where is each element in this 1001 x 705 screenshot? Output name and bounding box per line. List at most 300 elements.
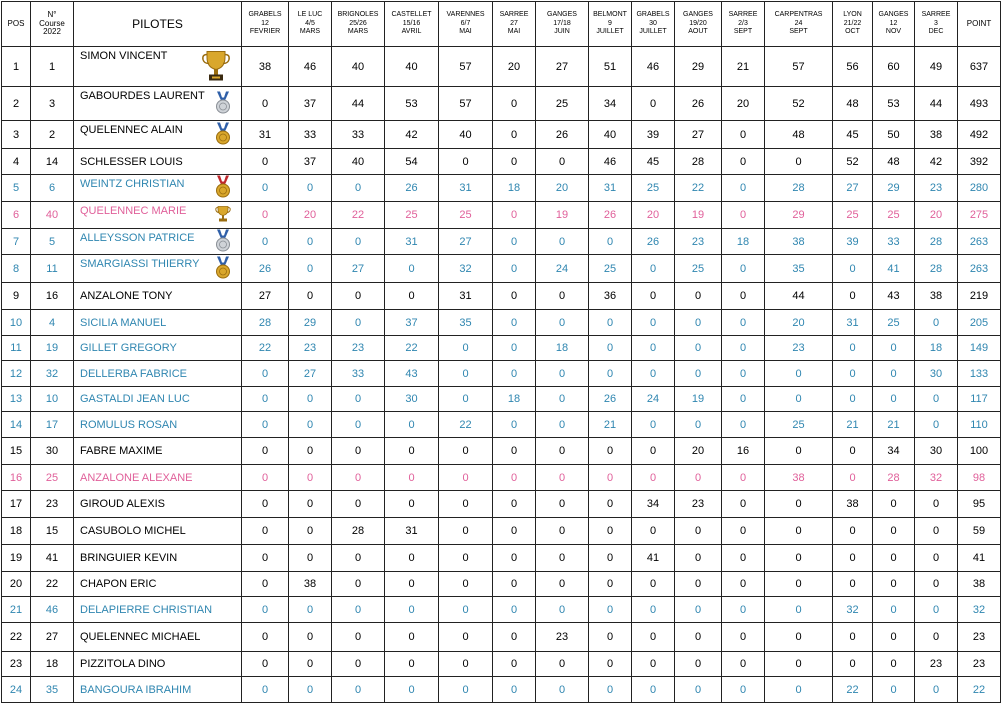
score-cell: 0	[675, 572, 722, 597]
score-cell: 29	[873, 175, 915, 202]
score-cell: 27	[242, 283, 289, 310]
score-cell: 0	[632, 677, 675, 703]
score-cell: 43	[385, 361, 439, 387]
score-cell: 21	[873, 412, 915, 438]
score-cell: 0	[722, 175, 765, 202]
score-cell: 0	[439, 361, 493, 387]
score-cell: 40	[332, 47, 385, 87]
score-cell: 33	[332, 361, 385, 387]
score-cell: 0	[493, 545, 536, 572]
course-number-cell: 40	[31, 202, 74, 229]
score-cell: 54	[385, 149, 439, 175]
course-number-cell: 2	[31, 121, 74, 149]
score-cell: 0	[385, 465, 439, 491]
score-cell: 31	[385, 518, 439, 545]
score-cell: 0	[385, 677, 439, 703]
score-cell: 26	[675, 87, 722, 121]
score-cell: 0	[589, 572, 632, 597]
course-number-cell: 30	[31, 438, 74, 465]
header-pos: POS	[2, 2, 31, 47]
score-cell: 0	[332, 491, 385, 518]
score-cell: 0	[632, 465, 675, 491]
score-cell: 0	[439, 623, 493, 652]
position-cell: 2	[2, 87, 31, 121]
score-cell: 0	[722, 545, 765, 572]
total-points-cell: 133	[958, 361, 1001, 387]
score-cell: 0	[439, 387, 493, 412]
score-cell: 20	[536, 175, 589, 202]
score-cell: 0	[632, 597, 675, 623]
score-cell: 0	[765, 361, 833, 387]
pilot-cell	[74, 677, 242, 703]
score-cell: 29	[289, 310, 332, 336]
score-cell: 23	[915, 175, 958, 202]
pilot-name: GILLET GREGORY	[80, 342, 177, 354]
score-cell: 25	[873, 202, 915, 229]
score-cell: 0	[289, 255, 332, 283]
score-cell: 0	[589, 518, 632, 545]
score-cell: 0	[289, 597, 332, 623]
score-cell: 26	[589, 202, 632, 229]
score-cell: 0	[675, 361, 722, 387]
score-cell: 0	[439, 149, 493, 175]
header-race-3: BRIGNOLES 25/26 MARS	[332, 2, 385, 47]
header-race-9: GRABELS 30 JUILLET	[632, 2, 675, 47]
score-cell: 0	[493, 310, 536, 336]
score-cell: 0	[493, 438, 536, 465]
pilot-cell	[74, 652, 242, 677]
score-cell: 0	[873, 336, 915, 361]
score-cell: 0	[873, 518, 915, 545]
score-cell: 0	[873, 491, 915, 518]
position-cell: 17	[2, 491, 31, 518]
score-cell: 0	[289, 175, 332, 202]
score-cell: 26	[589, 387, 632, 412]
score-cell: 0	[332, 175, 385, 202]
score-cell: 0	[873, 572, 915, 597]
position-cell: 14	[2, 412, 31, 438]
score-cell: 0	[915, 597, 958, 623]
score-cell: 46	[632, 47, 675, 87]
score-cell: 27	[332, 255, 385, 283]
position-cell: 21	[2, 597, 31, 623]
score-cell: 0	[675, 310, 722, 336]
score-cell: 20	[632, 202, 675, 229]
score-cell: 22	[385, 336, 439, 361]
pilot-name: SMARGIASSI THIERRY	[80, 258, 200, 270]
score-cell: 23	[332, 336, 385, 361]
pilot-cell	[74, 283, 242, 310]
table-row	[2, 229, 1001, 255]
score-cell: 0	[493, 465, 536, 491]
score-cell: 30	[915, 361, 958, 387]
score-cell: 0	[242, 465, 289, 491]
score-cell: 0	[332, 310, 385, 336]
course-number-cell: 35	[31, 677, 74, 703]
score-cell: 57	[765, 47, 833, 87]
score-cell: 44	[915, 87, 958, 121]
score-cell: 53	[385, 87, 439, 121]
score-cell: 0	[915, 412, 958, 438]
header-race-5: VARENNES 6/7 MAI	[439, 2, 493, 47]
score-cell: 0	[632, 623, 675, 652]
header-race-8: BELMONT 9 JUILLET	[589, 2, 632, 47]
table-row	[2, 491, 1001, 518]
header-race-2: LE LUC 4/5 MARS	[289, 2, 332, 47]
score-cell: 0	[289, 283, 332, 310]
score-cell: 0	[536, 229, 589, 255]
score-cell: 0	[439, 597, 493, 623]
score-cell: 56	[833, 47, 873, 87]
table-row	[2, 597, 1001, 623]
course-number-cell: 6	[31, 175, 74, 202]
score-cell: 32	[833, 597, 873, 623]
score-cell: 0	[589, 545, 632, 572]
score-cell: 0	[536, 518, 589, 545]
pilot-name: WEINTZ CHRISTIAN	[80, 178, 185, 190]
header-race-7: GANGES 17/18 JUIN	[536, 2, 589, 47]
score-cell: 0	[332, 438, 385, 465]
score-cell: 0	[242, 572, 289, 597]
course-number-cell: 11	[31, 255, 74, 283]
score-cell: 48	[765, 121, 833, 149]
score-cell: 21	[833, 412, 873, 438]
header-course-line2: Course	[39, 18, 65, 28]
score-cell: 0	[439, 438, 493, 465]
total-points-cell: 392	[958, 149, 1001, 175]
score-cell: 0	[289, 412, 332, 438]
score-cell: 0	[289, 465, 332, 491]
score-cell: 0	[242, 677, 289, 703]
score-cell: 0	[289, 491, 332, 518]
score-cell: 48	[873, 149, 915, 175]
pilot-cell	[74, 438, 242, 465]
course-number-cell: 10	[31, 387, 74, 412]
score-cell: 0	[722, 255, 765, 283]
position-cell: 15	[2, 438, 31, 465]
course-number-cell: 18	[31, 652, 74, 677]
score-cell: 0	[536, 310, 589, 336]
score-cell: 0	[242, 518, 289, 545]
pilot-name: ROMULUS ROSAN	[80, 418, 178, 431]
score-cell: 35	[439, 310, 493, 336]
score-cell: 0	[439, 572, 493, 597]
score-cell: 41	[632, 545, 675, 572]
position-cell: 10	[2, 310, 31, 336]
score-cell: 33	[873, 229, 915, 255]
score-cell: 0	[289, 229, 332, 255]
pilot-cell	[74, 229, 242, 255]
pilot-cell	[74, 387, 242, 412]
pilot-name: GABOURDES LAURENT	[80, 90, 205, 102]
table-row	[2, 121, 1001, 149]
score-cell: 38	[765, 229, 833, 255]
pilot-name: BANGOURA IBRAHIM	[80, 683, 192, 696]
score-cell: 28	[765, 175, 833, 202]
score-cell: 35	[765, 255, 833, 283]
score-cell: 40	[385, 47, 439, 87]
score-cell: 26	[632, 229, 675, 255]
silver-medal-icon	[215, 90, 231, 117]
table-row	[2, 361, 1001, 387]
score-cell: 0	[632, 87, 675, 121]
score-cell: 0	[242, 149, 289, 175]
score-cell: 40	[439, 121, 493, 149]
pilot-cell	[74, 465, 242, 491]
score-cell: 0	[722, 412, 765, 438]
header-pilotes: PILOTES	[74, 2, 242, 47]
score-cell: 0	[722, 149, 765, 175]
score-cell: 28	[675, 149, 722, 175]
course-number-cell: 32	[31, 361, 74, 387]
score-cell: 31	[242, 121, 289, 149]
score-cell: 37	[385, 310, 439, 336]
score-cell: 0	[493, 361, 536, 387]
score-cell: 0	[493, 652, 536, 677]
score-cell: 0	[632, 438, 675, 465]
score-cell: 0	[439, 491, 493, 518]
score-cell: 20	[493, 47, 536, 87]
score-cell: 0	[765, 545, 833, 572]
score-cell: 0	[589, 652, 632, 677]
score-cell: 0	[833, 438, 873, 465]
score-cell: 0	[289, 652, 332, 677]
score-cell: 0	[493, 677, 536, 703]
header-course-line1: N°	[47, 10, 57, 20]
score-cell: 38	[915, 121, 958, 149]
total-points-cell: 117	[958, 387, 1001, 412]
score-cell: 0	[242, 202, 289, 229]
score-cell: 0	[873, 677, 915, 703]
score-cell: 0	[765, 387, 833, 412]
score-cell: 0	[722, 310, 765, 336]
score-cell: 0	[722, 202, 765, 229]
pilot-cell	[74, 597, 242, 623]
score-cell: 0	[589, 597, 632, 623]
score-cell: 57	[439, 87, 493, 121]
score-cell: 0	[536, 361, 589, 387]
total-points-cell: 23	[958, 623, 1001, 652]
score-cell: 0	[493, 149, 536, 175]
score-cell: 0	[765, 149, 833, 175]
header-race-11: SARREE 2/3 SEPT	[722, 2, 765, 47]
silver-medal-icon	[215, 228, 231, 255]
score-cell: 51	[589, 47, 632, 87]
score-cell: 31	[385, 229, 439, 255]
score-cell: 0	[493, 572, 536, 597]
position-cell: 24	[2, 677, 31, 703]
score-cell: 0	[915, 677, 958, 703]
score-cell: 38	[289, 572, 332, 597]
score-cell: 0	[493, 412, 536, 438]
score-cell: 32	[439, 255, 493, 283]
course-number-cell: 46	[31, 597, 74, 623]
score-cell: 0	[493, 255, 536, 283]
score-cell: 21	[722, 47, 765, 87]
table-row	[2, 202, 1001, 229]
score-cell: 0	[765, 597, 833, 623]
score-cell: 20	[722, 87, 765, 121]
table-row	[2, 465, 1001, 491]
score-cell: 0	[915, 572, 958, 597]
score-cell: 0	[765, 438, 833, 465]
position-cell: 20	[2, 572, 31, 597]
score-cell: 18	[493, 175, 536, 202]
score-cell: 0	[765, 677, 833, 703]
pilot-cell	[74, 149, 242, 175]
score-cell: 0	[385, 283, 439, 310]
score-cell: 0	[589, 623, 632, 652]
score-cell: 0	[632, 361, 675, 387]
position-cell: 6	[2, 202, 31, 229]
score-cell: 60	[873, 47, 915, 87]
standings-table	[1, 1, 1001, 703]
gold-medal-icon	[215, 255, 231, 282]
score-cell: 43	[873, 283, 915, 310]
score-cell: 0	[536, 283, 589, 310]
score-cell: 42	[385, 121, 439, 149]
score-cell: 0	[242, 412, 289, 438]
table-row	[2, 87, 1001, 121]
table-row	[2, 412, 1001, 438]
table-row	[2, 336, 1001, 361]
score-cell: 0	[332, 412, 385, 438]
score-cell: 0	[589, 677, 632, 703]
score-cell: 25	[632, 175, 675, 202]
score-cell: 0	[385, 545, 439, 572]
score-cell: 30	[915, 438, 958, 465]
pilot-cell	[74, 175, 242, 202]
score-cell: 0	[675, 336, 722, 361]
score-cell: 0	[242, 229, 289, 255]
score-cell: 24	[632, 387, 675, 412]
score-cell: 0	[536, 412, 589, 438]
score-cell: 0	[439, 677, 493, 703]
score-cell: 0	[675, 623, 722, 652]
score-cell: 0	[493, 229, 536, 255]
position-cell: 18	[2, 518, 31, 545]
score-cell: 0	[385, 412, 439, 438]
score-cell: 37	[289, 149, 332, 175]
standings-body	[2, 47, 1001, 703]
score-cell: 0	[242, 361, 289, 387]
score-cell: 0	[439, 545, 493, 572]
pilot-name: PIZZITOLA DINO	[80, 658, 166, 670]
score-cell: 0	[632, 518, 675, 545]
score-cell: 26	[385, 175, 439, 202]
course-number-cell: 25	[31, 465, 74, 491]
score-cell: 0	[439, 465, 493, 491]
table-row	[2, 677, 1001, 703]
pilot-name: BRINGUIER KEVIN	[80, 552, 178, 564]
pilot-name: GIROUD ALEXIS	[80, 498, 165, 510]
score-cell: 28	[915, 229, 958, 255]
score-cell: 0	[873, 361, 915, 387]
pilot-cell	[74, 361, 242, 387]
score-cell: 20	[765, 310, 833, 336]
score-cell: 26	[536, 121, 589, 149]
pilot-cell	[74, 518, 242, 545]
position-cell: 8	[2, 255, 31, 283]
score-cell: 53	[873, 87, 915, 121]
score-cell: 0	[833, 255, 873, 283]
header-race-13: LYON 21/22 OCT	[833, 2, 873, 47]
score-cell: 20	[675, 438, 722, 465]
score-cell: 0	[873, 387, 915, 412]
score-cell: 0	[632, 283, 675, 310]
score-cell: 0	[332, 623, 385, 652]
score-cell: 0	[722, 361, 765, 387]
score-cell: 19	[675, 387, 722, 412]
position-cell: 9	[2, 283, 31, 310]
score-cell: 25	[385, 202, 439, 229]
score-cell: 23	[765, 336, 833, 361]
pilot-name: DELAPIERRE CHRISTIAN	[80, 603, 213, 616]
total-points-cell: 95	[958, 491, 1001, 518]
score-cell: 44	[332, 87, 385, 121]
score-cell: 25	[765, 412, 833, 438]
red-gold-medal-icon	[215, 175, 231, 202]
table-row	[2, 545, 1001, 572]
score-cell: 0	[722, 283, 765, 310]
score-cell: 0	[536, 677, 589, 703]
score-cell: 0	[385, 652, 439, 677]
header-row	[2, 2, 1001, 47]
score-cell: 38	[915, 283, 958, 310]
pilot-cell	[74, 623, 242, 652]
score-cell: 0	[632, 255, 675, 283]
pilot-cell	[74, 572, 242, 597]
score-cell: 0	[536, 572, 589, 597]
score-cell: 0	[675, 283, 722, 310]
score-cell: 40	[332, 149, 385, 175]
pilot-cell	[74, 545, 242, 572]
score-cell: 22	[675, 175, 722, 202]
pilot-name: SCHLESSER LOUIS	[80, 155, 183, 168]
small-trophy-icon	[215, 205, 231, 226]
header-race-14: GANGES 12 NOV	[873, 2, 915, 47]
score-cell: 30	[385, 387, 439, 412]
score-cell: 33	[332, 121, 385, 149]
pilot-cell	[74, 336, 242, 361]
total-points-cell: 637	[958, 47, 1001, 87]
pilot-name: QUELENNEC ALAIN	[80, 124, 183, 136]
pilot-name: SICILIA MANUEL	[80, 316, 167, 329]
score-cell: 0	[722, 387, 765, 412]
score-cell: 0	[493, 202, 536, 229]
score-cell: 0	[675, 545, 722, 572]
header-point: POINT	[958, 2, 1001, 47]
score-cell: 0	[332, 229, 385, 255]
total-points-cell: 98	[958, 465, 1001, 491]
gold-medal-icon	[215, 121, 231, 148]
course-number-cell: 3	[31, 87, 74, 121]
total-points-cell: 59	[958, 518, 1001, 545]
score-cell: 57	[439, 47, 493, 87]
score-cell: 27	[289, 361, 332, 387]
score-cell: 0	[833, 545, 873, 572]
score-cell: 0	[242, 623, 289, 652]
score-cell: 0	[765, 623, 833, 652]
total-points-cell: 22	[958, 677, 1001, 703]
position-cell: 12	[2, 361, 31, 387]
score-cell: 0	[536, 545, 589, 572]
score-cell: 46	[589, 149, 632, 175]
total-points-cell: 32	[958, 597, 1001, 623]
score-cell: 0	[385, 572, 439, 597]
score-cell: 0	[242, 438, 289, 465]
score-cell: 42	[915, 149, 958, 175]
